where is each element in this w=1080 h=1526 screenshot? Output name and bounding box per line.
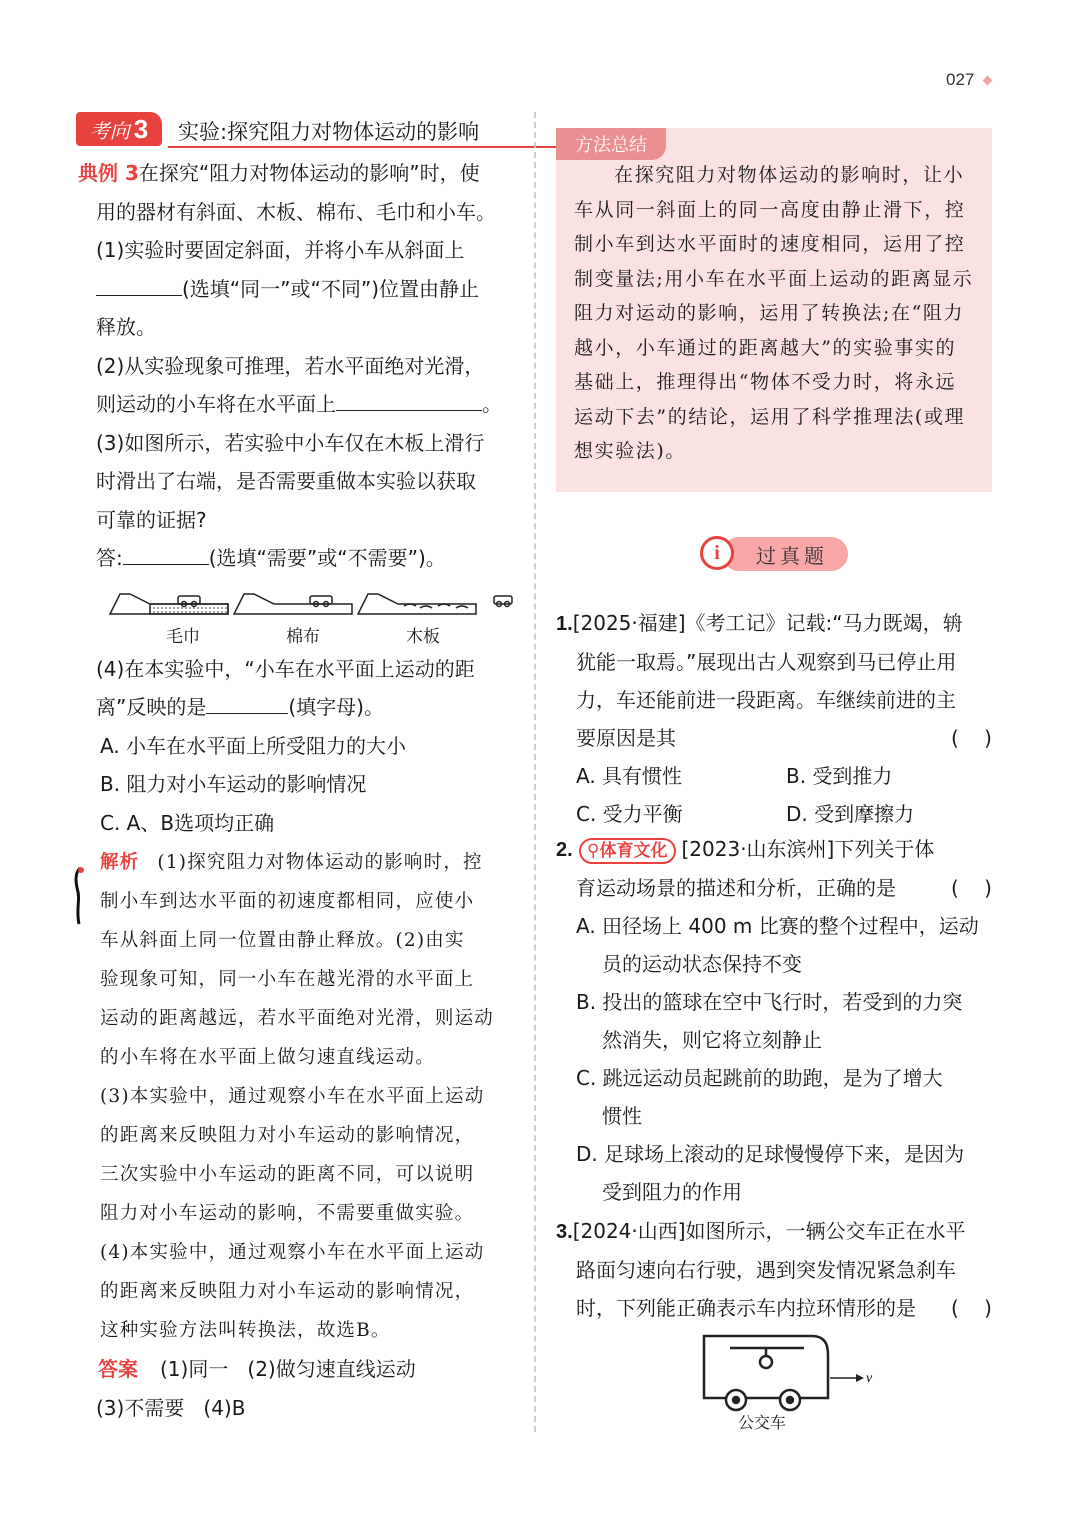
example-intro (78, 154, 518, 193)
q3r-line-0 (556, 1212, 996, 1251)
analysis-text-0: (1)探究阻力对物体运动的影响时，控 (157, 852, 483, 873)
q2r-text-0: [2023·山东滨州]下列关于体 (681, 837, 935, 861)
question-3 (556, 1212, 996, 1327)
experiment-figure (108, 586, 528, 646)
method-summary-text: 在探究阻力对物体运动的影响时，让小车从同一斜面上的同一高度由静止滑下，控制小车到达水平面时的速度相同，运用了控制变量法;用小车在水平面上运动的距离显示阻力对运动的影响，运用了转换法;在“阻力越小，小车通过的距离越大”的实验事实的基础上，推理得出“物体不受力时，将永远运动下去”的结论，运用了科学推理法(或理想实验法)。 (574, 164, 974, 462)
q2r-option-d-cont: 受到阻力的作用 (602, 1180, 742, 1204)
q2r-option-c[interactable]: C. 跳远运动员起跳前的助跑，是为了增大 (576, 1066, 943, 1090)
q1r-options-row2 (556, 795, 996, 833)
q2r-option-b-cont: 然消失，则它将立刻静止 (602, 1028, 822, 1052)
q1r-options-row1 (556, 757, 996, 795)
q2r-option-b[interactable]: B. 投出的篮球在空中飞行时，若受到的力突 (576, 990, 963, 1014)
question-1-number: 1. (556, 613, 573, 635)
q1r-option-c[interactable]: C. 受力平衡 (576, 802, 683, 826)
q1r-option-d[interactable]: D. 受到摩擦力 (786, 802, 915, 826)
bus-figure (700, 1332, 880, 1436)
q2r-option-a[interactable]: A. 田径场上 400 m 比赛的整个过程中，运动 (576, 914, 979, 938)
method-summary-box (556, 128, 992, 492)
q3-blank[interactable] (123, 543, 209, 565)
fig-label-wood: 木板 (406, 626, 440, 647)
analysis-line-2: 车从斜面上同一位置由静止释放。(2)由实 (100, 930, 465, 951)
q1r-line-2: 力，车还能前进一段距离。车继续前进的主 (576, 688, 956, 712)
section-badge (76, 112, 162, 146)
velocity-label: v (866, 1371, 873, 1386)
swimmer-decoration-icon (70, 864, 90, 928)
analysis-line-5: 的小车将在水平面上做匀速直线运动。 (100, 1047, 435, 1068)
question-2-number: 2. (556, 839, 573, 861)
page-number: 027 (946, 70, 975, 89)
analysis-line-9: 阻力对小车运动的影响，不需要重做实验。 (100, 1203, 475, 1224)
q3r-line-2 (556, 1289, 996, 1327)
q1-blank[interactable] (96, 274, 182, 296)
answer-label: 答案 (98, 1357, 138, 1381)
q3-line2: 时滑出了右端，是否需要重做本实验以获取 (96, 469, 476, 493)
question-3-number: 3. (556, 1221, 573, 1243)
q3r-line-1: 路面匀速向右行驶，遇到突发情况紧急刹车 (576, 1258, 956, 1282)
bus-label: 公交车 (738, 1413, 787, 1432)
answer-line1 (78, 1350, 518, 1389)
location-pin-icon: ⚲ (587, 841, 600, 861)
analysis-line-7: 的距离来反映阻力对小车运动的影响情况， (100, 1125, 475, 1146)
q1r-line-0 (556, 604, 996, 643)
ramps-illustration (108, 586, 528, 626)
q1r-text-3: 要原因是其 (576, 726, 676, 750)
column-divider (534, 112, 536, 1432)
q1r-option-a[interactable]: A. 具有惯性 (576, 764, 683, 788)
q1r-line-1: 犹能一取焉。”展现出古人观察到马已停止用 (576, 650, 957, 674)
analysis-line-3: 验现象可知，同一小车在越光滑的水平面上 (100, 969, 475, 990)
analysis-line-10: (4)本实验中，通过观察小车在水平面上运动 (100, 1242, 485, 1263)
q4-line2-end: (填字母)。 (288, 695, 384, 719)
q1r-paren: ( ) (950, 726, 992, 750)
q4-option-a: A. 小车在水平面上所受阻力的大小 (100, 733, 407, 758)
badge-number: 3 (133, 113, 149, 144)
q4-option-c: C. A、B选项均正确 (100, 810, 275, 835)
q4-line2-text: 离”反映的是 (96, 695, 207, 719)
q2-line2-text: 则运动的小车将在水平面上 (96, 392, 336, 416)
analysis-block (78, 843, 518, 1350)
q4-line2 (78, 688, 518, 727)
fig-label-towel: 毛巾 (166, 626, 200, 647)
zhenti-title: 过真题 (722, 537, 848, 571)
q3-line1: (3)如图所示，若实验中小车仅在木板上滑行 (96, 430, 485, 455)
q1-line2-text: (选填“同一”或“不同”)位置由静止 (182, 276, 480, 301)
analysis-line-8: 三次实验中小车运动的距离不同，可以说明 (100, 1164, 475, 1185)
question-1 (556, 604, 996, 833)
q3r-paren: ( ) (950, 1296, 992, 1320)
q4-blank[interactable] (206, 692, 288, 714)
section-header (76, 112, 508, 148)
q1-line3: 释放。 (96, 315, 156, 339)
analysis-line-6: (3)本实验中，通过观察小车在水平面上运动 (100, 1086, 485, 1107)
q2-line1: (2)从实验现象可推理，若水平面绝对光滑， (96, 353, 485, 378)
q2r-line-1 (556, 869, 996, 907)
zhenti-banner (700, 534, 850, 574)
left-column (78, 154, 518, 1427)
q2r-option-a-cont: 员的运动状态保持不变 (602, 952, 802, 976)
answer-text-1: (1)同一 (2)做匀速直线运动 (160, 1357, 416, 1381)
method-summary-tab: 方法总结 (556, 128, 666, 160)
answer-line2: (3)不需要 (4)B (96, 1395, 246, 1420)
analysis-line-11: 的距离来反映阻力对小车运动的影响情况， (100, 1281, 475, 1302)
q2r-line-0 (556, 830, 996, 869)
q2r-option-c-cont: 惯性 (602, 1104, 642, 1128)
q1-line1: (1)实验时要固定斜面，并将小车从斜面上 (96, 238, 465, 262)
q1r-line-3 (556, 719, 996, 757)
q2-end: 。 (482, 392, 502, 416)
page-dot-icon (983, 76, 993, 86)
sport-culture-tag-text: 体育文化 (599, 841, 668, 861)
q2r-text-1: 育运动场景的描述和分析，正确的是 (576, 876, 896, 900)
q3-line3: 可靠的证据? (96, 507, 207, 532)
section-underline (168, 146, 580, 148)
q4-line1: (4)在本实验中，“小车在水平面上运动的距 (96, 656, 475, 681)
q2r-option-d[interactable]: D. 足球场上滚动的足球慢慢停下来，是因为 (576, 1142, 965, 1166)
q3-answer-line (78, 539, 518, 578)
q1r-option-b[interactable]: B. 受到推力 (786, 764, 893, 788)
analysis-label: 解析 (100, 852, 140, 873)
q1-line2 (78, 270, 518, 309)
q3r-text-2: 时，下列能正确表示车内拉环情形的是 (576, 1296, 916, 1320)
fig-label-cotton: 棉布 (286, 626, 320, 647)
example-label: 典例 3 (78, 161, 139, 185)
example-intro-line2: 用的器材有斜面、木板、棉布、毛巾和小车。 (96, 199, 496, 224)
q3r-text-0: [2024·山西]如图所示，一辆公交车正在水平 (572, 1219, 966, 1243)
q2-blank[interactable] (336, 389, 482, 411)
q4-option-b: B. 阻力对小车运动的影响情况 (100, 772, 367, 796)
q1r-text-0: [2025·福建]《考工记》记载:“马力既竭，辀 (572, 611, 963, 635)
section-title: 实验:探究阻力对物体运动的影响 (178, 120, 480, 144)
analysis-line-0 (100, 843, 518, 882)
q2r-paren: ( ) (950, 876, 992, 900)
question-2 (556, 830, 996, 1211)
info-icon: i (700, 536, 734, 570)
q3-answer-suffix: (选填“需要”或“不需要”)。 (208, 546, 446, 570)
example-intro-line1: 在探究“阻力对物体运动的影响”时，使 (138, 161, 480, 185)
analysis-line-1: 制小车到达水平面的初速度都相同，应使小 (100, 891, 475, 912)
q2-line2 (78, 385, 518, 424)
sport-culture-tag (579, 838, 675, 864)
analysis-line-4: 运动的距离越远，若水平面绝对光滑，则运动 (100, 1008, 495, 1029)
q3-answer-prefix: 答: (96, 546, 123, 570)
badge-text: 考向 (89, 118, 130, 143)
analysis-line-12: 这种实验方法叫转换法，故选B。 (100, 1320, 391, 1341)
